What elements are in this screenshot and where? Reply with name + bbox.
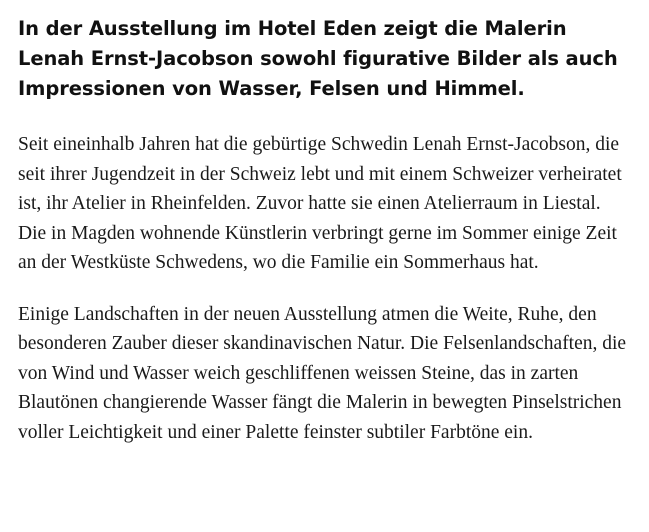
article-lead: In der Ausstellung im Hotel Eden zeigt die Malerin Lenah Ernst-Jacobson sowohl figurative Bilder als auch Impressionen von Wasser, Felsen und Himmel. <box>18 17 618 100</box>
article-paragraph: Einige Landschaften in der neuen Ausstellung atmen die Weite, Ruhe, den besonderen Zauber dieser skandinavischen Natur. Die Felsenlandschaften, die von Wind und Wasser weich geschliffenen weissen Steine, das in zarten Blautönen changierende Wasser fängt die Malerin in bewegten Pinselstrichen voller Leichtigkeit und einer Palette feinster subtiler Farbtöne ein. <box>18 303 627 443</box>
article-paragraph: Seit eineinhalb Jahren hat die gebürtige Schwedin Lenah Ernst-Jacobson, die seit ihrer Jugendzeit in der Schweiz lebt und mit einem Schweizer verheiratet ist, ihr Atelier in Rheinfelden. Zuvor hatte sie einen Atelierraum in Liestal. Die in Magden wohnende Künstlerin verbringt gerne im Sommer einige Zeit an der Westküste Schwedens, wo die Familie ein Sommerhaus hat. <box>18 134 622 273</box>
